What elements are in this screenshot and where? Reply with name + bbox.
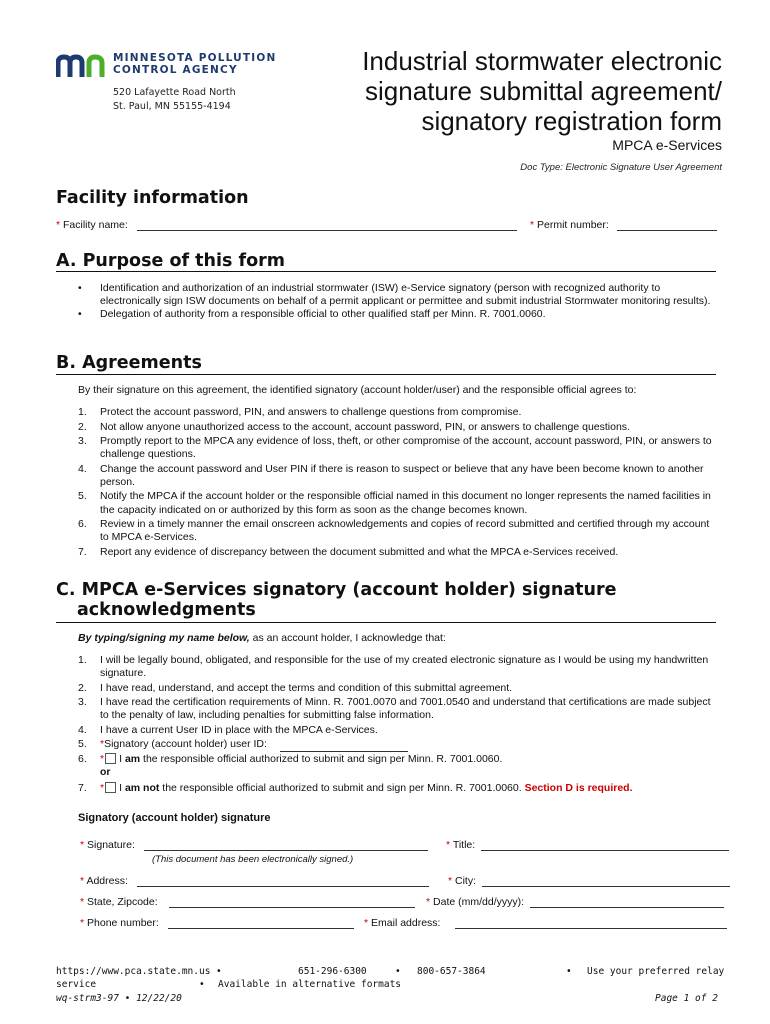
list-item: 6. Review in a timely manner the email onscreen acknowledgements and copies of record submitted and certified through my account to MPCA e-Services. — [78, 518, 710, 544]
permit-number-row: * Permit number: — [530, 219, 717, 231]
acknowledgments-list — [78, 654, 718, 797]
list-item: 5. Notify the MPCA if the account holder or the responsible official named in this document no longer represents the named facilities in the capacity indicated on or authorized by this form as soon as the change becomes known. — [78, 490, 711, 516]
footer-bullet: • — [199, 979, 205, 990]
list-item: 7. * I am not the responsible official authorized to submit and sign per Minn. R. 7001.0060. Section D is required. — [78, 782, 633, 795]
date-field[interactable] — [530, 896, 724, 908]
section-a-heading: A. Purpose of this form — [56, 251, 286, 271]
list-item: 7. Report any evidence of discrepancy between the document submitted and what the MPCA e-Services received. — [78, 545, 619, 558]
list-item: 1. I will be legally bound, obligated, and responsible for the use of my created electronic signature as I would be using my handwritten signature. — [78, 654, 709, 680]
footer-formats: Available in alternative formats — [218, 979, 402, 990]
section-a-rule — [56, 271, 716, 272]
electronically-signed-note: (This document has been electronically signed.) — [152, 854, 354, 865]
footer-relay: Use your preferred relay — [587, 966, 725, 977]
acknowledgments-intro: By typing/signing my name below, as an account holder, I acknowledge that: — [78, 632, 446, 644]
agency-address: 520 Lafayette Road North St. Paul, MN 55155-4194 — [113, 87, 236, 112]
list-item: 4. I have a current User ID in place with the MPCA e-Services. — [78, 723, 378, 736]
footer-url[interactable]: https://www.pca.state.mn.us — [56, 966, 211, 977]
mpca-logo-icon — [56, 53, 108, 79]
email-field[interactable] — [455, 917, 727, 929]
title-field[interactable] — [481, 839, 729, 851]
address-field[interactable] — [137, 875, 429, 887]
agency-name: MINNESOTA POLLUTION CONTROL AGENCY — [113, 52, 277, 76]
facility-name-field[interactable] — [137, 219, 517, 231]
phone-field[interactable] — [168, 917, 354, 929]
facility-heading: Facility information — [56, 188, 249, 208]
section-c-heading: C. MPCA e-Services signatory (account holder) signature acknowledgments — [56, 580, 617, 620]
city-field[interactable] — [482, 875, 730, 887]
date-row: * Date (mm/dd/yyyy): — [426, 896, 724, 908]
section-c-rule — [56, 622, 716, 623]
footer-phone-1: 651-296-6300 — [298, 966, 367, 977]
section-b-rule — [56, 374, 716, 375]
purpose-list — [78, 282, 718, 321]
list-item: 2. Not allow anyone unauthorized access to the account, account password, PIN, or answers to challenge questions. — [78, 420, 630, 433]
phone-row: * Phone number: — [80, 917, 354, 929]
footer-phone-2: 800-657-3864 — [417, 966, 486, 977]
section-b-heading: B. Agreements — [56, 353, 202, 373]
list-item: 3. I have read the certification requirements of Minn. R. 7001.0070 and 7001.0540 and understand that certifications are made subject to the penalty of law, including penalties for submitting false information. — [78, 696, 711, 722]
footer-bullet: • — [566, 966, 572, 977]
facility-name-row: * Facility name: — [56, 219, 517, 231]
list-item: • Identification and authorization of an industrial stormwater (ISW) e-Service signatory (person with recognized authority to electronically sign ISW documents on behalf of a permit applicant or permittee and submit industrial Stormwater monitoring results). — [78, 282, 718, 308]
city-row: * City: — [448, 875, 730, 887]
list-item: 2. I have read, understand, and accept the terms and condition of this submittal agreement. — [78, 681, 513, 694]
permit-number-label: Permit number: — [537, 219, 609, 231]
list-item: 6. * I am the responsible official authorized to submit and sign per Minn. R. 7001.0060. or — [78, 752, 503, 779]
signature-heading: Signatory (account holder) signature — [78, 812, 271, 824]
list-item: • Delegation of authority from a responsible official to other qualified staff per Minn. R. 7001.0060. — [78, 308, 718, 321]
list-item: 1. Protect the account password, PIN, and answers to challenge questions from compromise. — [78, 406, 522, 418]
list-item: 4. Change the account password and User PIN if there is reason to suspect or believe that any have been become known to another person. — [78, 462, 704, 488]
list-item: 3. Promptly report to the MPCA any evidence of loss, theft, or other compromise of the account, account password, PIN, or answers to challenge questions. — [78, 435, 712, 461]
footer-page-number: Page 1 of 2 — [655, 993, 718, 1004]
document-subtitle: MPCA e-Services — [612, 137, 722, 153]
footer-bullet: • — [216, 966, 222, 977]
signature-row: * Signature: — [80, 839, 428, 851]
permit-number-field[interactable] — [617, 219, 717, 231]
footer-bullet: • — [395, 966, 401, 977]
section-d-required-warning: Section D is required. — [524, 782, 633, 795]
list-item: 5. *Signatory (account holder) user ID: — [78, 738, 718, 751]
facility-name-label: Facility name: — [63, 219, 128, 231]
state-zip-row: * State, Zipcode: — [80, 896, 415, 908]
agreements-list — [78, 406, 718, 560]
state-zip-field[interactable] — [169, 896, 415, 908]
document-title: Industrial stormwater electronic signature submittal agreement/ signatory registration form — [362, 46, 722, 136]
signature-field[interactable] — [144, 839, 428, 851]
footer-relay-2: service — [56, 979, 97, 990]
or-text: or — [100, 766, 111, 779]
user-id-field[interactable] — [280, 740, 408, 752]
email-row: * Email address: — [364, 917, 727, 929]
doc-type: Doc Type: Electronic Signature User Agreement — [520, 162, 722, 173]
am-responsible-checkbox[interactable] — [105, 753, 116, 764]
agreements-intro: By their signature on this agreement, the identified signatory (account holder/user) and the responsible official agrees to: — [78, 384, 637, 396]
address-row: * Address: — [80, 875, 429, 887]
not-responsible-checkbox[interactable] — [105, 782, 116, 793]
footer-form-id: wq-strm3-97 • 12/22/20 — [56, 993, 182, 1004]
title-row: * Title: — [446, 839, 729, 851]
